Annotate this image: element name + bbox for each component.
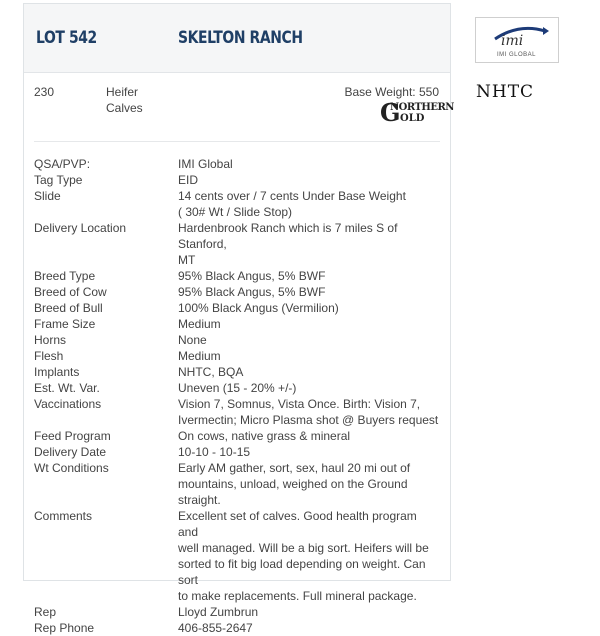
detail-value <box>178 268 440 284</box>
detail-row <box>34 332 444 348</box>
nhtc-logo: NHTC <box>476 82 535 102</box>
divider <box>34 141 440 142</box>
detail-label: Tag Type <box>34 173 83 187</box>
northern-gold-logo <box>376 98 454 127</box>
detail-value-line: Early AM gather, sort, sex, haul 20 mi out of <box>178 461 411 475</box>
detail-value <box>178 380 440 396</box>
detail-label: Breed of Cow <box>34 285 107 299</box>
detail-value-line: Vision 7, Somnus, Vista Once. Birth: Vision 7, <box>178 397 421 411</box>
detail-value-line: Ivermectin; Micro Plasma shot @ Buyers request <box>178 413 439 427</box>
imi-logo-text: imi <box>501 33 524 49</box>
detail-row <box>34 604 444 620</box>
detail-row <box>34 348 444 364</box>
detail-row <box>34 508 444 604</box>
detail-value-line: Excellent set of calves. Good health program and <box>178 509 417 539</box>
detail-value-line: EID <box>178 173 199 187</box>
detail-value-line: Hardenbrook Ranch which is 7 miles S of Stanford, <box>178 221 398 251</box>
detail-value-line: On cows, native grass & mineral <box>178 429 351 443</box>
detail-value-line: MT <box>178 253 196 267</box>
detail-label: Vaccinations <box>34 397 102 411</box>
detail-row <box>34 620 444 636</box>
detail-value-line: 10-10 - 10-15 <box>178 445 251 459</box>
detail-row <box>34 284 444 300</box>
detail-value <box>178 172 440 188</box>
detail-value <box>178 284 440 300</box>
detail-label: Breed Type <box>34 269 96 283</box>
detail-value <box>178 396 440 428</box>
detail-value <box>178 620 440 636</box>
detail-value-line: sorted to fit big load depending on weight. Can sort <box>178 557 426 587</box>
detail-label: Horns <box>34 333 67 347</box>
detail-row <box>34 444 444 460</box>
logo-top: NORTHERN <box>390 102 454 113</box>
detail-label: QSA/PVP: <box>34 157 91 171</box>
detail-row <box>34 268 444 284</box>
detail-value-line: mountains, unload, weighed on the Ground straight. <box>178 477 408 507</box>
detail-label: Feed Program <box>34 429 111 443</box>
base-weight: Base Weight: 550 <box>344 85 439 99</box>
detail-value-line: None <box>178 333 207 347</box>
detail-row <box>34 156 444 172</box>
lot-card <box>23 3 454 635</box>
cattle-class-line2: Calves <box>106 101 143 115</box>
lot-summary <box>24 73 454 141</box>
detail-value <box>178 300 440 316</box>
detail-row <box>34 364 444 380</box>
detail-value-line: 14 cents over / 7 cents Under Base Weight <box>178 189 406 203</box>
detail-row <box>34 460 444 508</box>
detail-row <box>34 396 444 428</box>
lot-header <box>24 4 450 73</box>
detail-value-line: ( 30# Wt / Slide Stop) <box>178 205 293 219</box>
detail-value-line: Lloyd Zumbrun <box>178 605 259 619</box>
detail-value <box>178 444 440 460</box>
detail-value-line: IMI Global <box>178 157 233 171</box>
detail-row <box>34 300 444 316</box>
detail-value <box>178 364 440 380</box>
detail-row <box>34 172 444 188</box>
detail-label: Implants <box>34 365 80 379</box>
imi-logo-caption: IMI GLOBAL <box>497 52 537 58</box>
detail-label: Delivery Location <box>34 221 127 235</box>
detail-value <box>178 220 440 268</box>
lot-details <box>34 156 444 636</box>
detail-label: Comments <box>34 509 93 523</box>
detail-label: Rep <box>34 605 57 619</box>
detail-value-line: 100% Black Angus (Vermilion) <box>178 301 339 315</box>
detail-value-line: Medium <box>178 317 221 331</box>
detail-value <box>178 508 440 604</box>
detail-label: Delivery Date <box>34 445 107 459</box>
detail-value <box>178 348 440 364</box>
cattle-class-line1: Heifer <box>106 85 139 99</box>
detail-label: Rep Phone <box>34 621 95 635</box>
ranch-name: SKELTON RANCH <box>178 28 303 48</box>
detail-row <box>34 380 444 396</box>
lot-number: LOT 542 <box>36 28 97 48</box>
detail-value-line: 95% Black Angus, 5% BWF <box>178 269 326 283</box>
detail-label: Wt Conditions <box>34 461 109 475</box>
detail-label: Est. Wt. Var. <box>34 381 100 395</box>
detail-value <box>178 316 440 332</box>
detail-row <box>34 428 444 444</box>
detail-value <box>178 332 440 348</box>
detail-value-line: to make replacements. Full mineral package. <box>178 589 417 603</box>
detail-value <box>178 460 440 508</box>
detail-value-line: well managed. Will be a big sort. Heifers will be <box>178 541 429 555</box>
detail-value <box>178 156 440 172</box>
detail-value-line: 95% Black Angus, 5% BWF <box>178 285 326 299</box>
detail-label: Flesh <box>34 349 64 363</box>
detail-row <box>34 220 444 268</box>
detail-value-line: 406-855-2647 <box>178 621 253 635</box>
logo-bottom: OLD <box>400 113 425 124</box>
imi-global-logo <box>475 17 559 63</box>
detail-value <box>178 188 440 220</box>
detail-value-line: Medium <box>178 349 221 363</box>
logo-initial: G <box>380 98 401 127</box>
detail-label: Slide <box>34 189 61 203</box>
detail-row <box>34 188 444 220</box>
detail-label: Breed of Bull <box>34 301 103 315</box>
detail-value-line: NHTC, BQA <box>178 365 244 379</box>
head-count: 230 <box>34 85 55 99</box>
detail-row <box>34 316 444 332</box>
detail-label: Frame Size <box>34 317 96 331</box>
detail-value <box>178 428 440 444</box>
detail-value <box>178 604 440 620</box>
detail-value-line: Uneven (15 - 20% +/-) <box>178 381 297 395</box>
